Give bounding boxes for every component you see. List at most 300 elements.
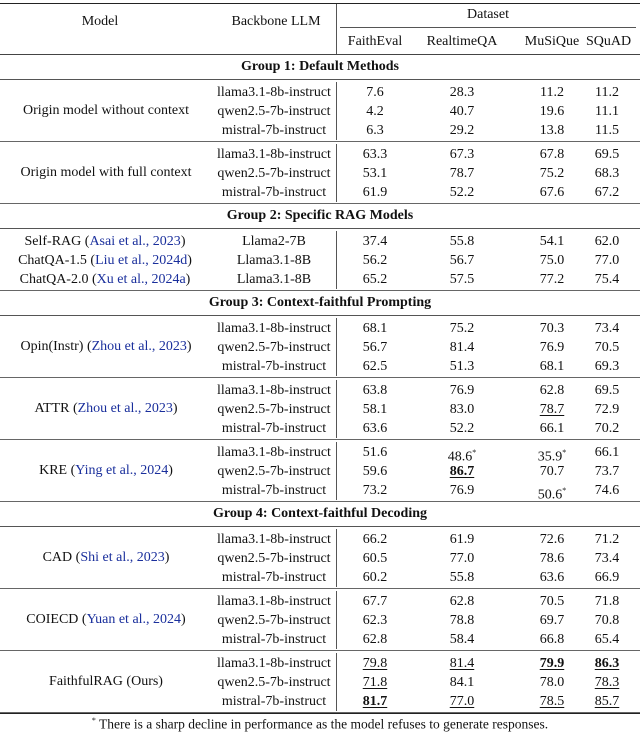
backbone-cell: qwen2.5-7b-instruct bbox=[217, 613, 331, 628]
footnote-text: There is a sharp decline in performance as the model refuses to generate responses. bbox=[99, 716, 549, 732]
score-value: 78.6 bbox=[539, 551, 565, 566]
score-cell bbox=[338, 443, 412, 462]
score-value: 61.9 bbox=[449, 532, 475, 547]
score-value: 77.0 bbox=[449, 694, 475, 709]
score-cell bbox=[512, 568, 592, 587]
score-cell bbox=[338, 481, 412, 500]
score-cell bbox=[412, 121, 512, 140]
score-cell bbox=[412, 183, 512, 202]
score-cell bbox=[412, 102, 512, 121]
table-row bbox=[0, 357, 640, 376]
score-value: 74.6 bbox=[594, 483, 620, 498]
score-cell bbox=[512, 462, 592, 481]
score-value: 28.3 bbox=[449, 85, 475, 100]
score-cell bbox=[338, 357, 412, 376]
score-cell bbox=[412, 568, 512, 587]
score-value: 83.0 bbox=[449, 402, 475, 417]
model-label: FaithfulRAG (Ours) bbox=[49, 673, 163, 689]
score-cell bbox=[412, 251, 512, 270]
score-cell bbox=[512, 164, 592, 183]
table-body bbox=[0, 55, 640, 713]
score-value: 86.3 bbox=[594, 656, 620, 671]
model-label-suffix: ) bbox=[172, 400, 178, 416]
score-value: 58.4 bbox=[449, 632, 475, 647]
header-dataset: Dataset bbox=[340, 7, 636, 28]
table-row bbox=[0, 481, 640, 503]
score-cell bbox=[412, 673, 512, 692]
score-cell bbox=[586, 592, 628, 611]
score-cell bbox=[586, 549, 628, 568]
citation-link[interactable]: Liu et al., 2024d bbox=[95, 253, 188, 268]
model-block bbox=[0, 440, 640, 502]
score-value: 63.8 bbox=[362, 383, 388, 398]
score-value: 81.4 bbox=[449, 340, 475, 355]
score-cell bbox=[586, 381, 628, 400]
score-value: 67.3 bbox=[449, 147, 475, 162]
model-label: Origin model without context bbox=[22, 102, 190, 118]
score-cell bbox=[586, 251, 628, 270]
score-cell bbox=[512, 654, 592, 673]
score-cell bbox=[586, 568, 628, 587]
score-cell bbox=[512, 530, 592, 549]
score-cell bbox=[412, 462, 512, 481]
score-cell bbox=[338, 319, 412, 338]
score-value: 66.8 bbox=[539, 632, 565, 647]
score-value: 61.9 bbox=[362, 185, 388, 200]
score-cell bbox=[412, 654, 512, 673]
score-value: 68.3 bbox=[594, 166, 620, 181]
table-row bbox=[0, 692, 640, 711]
score-cell bbox=[338, 164, 412, 183]
score-value: 62.5 bbox=[362, 359, 388, 374]
score-value: 75.2 bbox=[449, 321, 475, 336]
score-cell bbox=[586, 145, 628, 164]
footnote-mark: * bbox=[562, 486, 567, 495]
backbone-cell: mistral-7b-instruct bbox=[221, 421, 327, 436]
score-cell bbox=[338, 102, 412, 121]
score-cell bbox=[338, 654, 412, 673]
score-cell bbox=[338, 592, 412, 611]
score-value: 66.1 bbox=[594, 445, 620, 460]
score-cell bbox=[586, 102, 628, 121]
backbone-cell: mistral-7b-instruct bbox=[221, 123, 327, 138]
score-cell bbox=[586, 164, 628, 183]
score-value: 78.7 bbox=[449, 166, 475, 181]
model-label: ChatQA-2.0 ( bbox=[19, 272, 97, 287]
backbone-cell: qwen2.5-7b-instruct bbox=[217, 464, 331, 479]
score-cell bbox=[338, 121, 412, 140]
model-block bbox=[0, 651, 640, 713]
table-row bbox=[0, 462, 640, 481]
score-cell bbox=[412, 630, 512, 649]
footnote-mark: * bbox=[562, 448, 567, 457]
score-value: 54.1 bbox=[539, 234, 565, 249]
backbone-cell: mistral-7b-instruct bbox=[221, 359, 327, 374]
score-cell bbox=[512, 673, 592, 692]
model-block bbox=[0, 80, 640, 142]
score-value: 65.2 bbox=[362, 272, 388, 287]
score-value: 73.7 bbox=[594, 464, 620, 479]
table-row bbox=[0, 102, 640, 121]
score-value: 62.8 bbox=[362, 632, 388, 647]
score-cell bbox=[338, 270, 412, 289]
score-value: 72.9 bbox=[594, 402, 620, 417]
model-block bbox=[0, 229, 640, 291]
score-value: 11.2 bbox=[540, 85, 564, 100]
score-value: 68.1 bbox=[362, 321, 388, 336]
table-row bbox=[0, 164, 640, 183]
footnote-mark: * bbox=[91, 716, 96, 725]
model-block bbox=[0, 316, 640, 378]
table-row bbox=[0, 654, 640, 673]
score-cell bbox=[338, 462, 412, 481]
citation-link[interactable]: Xu et al., 2024a bbox=[96, 272, 186, 287]
score-cell bbox=[586, 270, 628, 289]
score-value: 59.6 bbox=[362, 464, 388, 479]
model-label-suffix: ) bbox=[180, 234, 186, 249]
table-row bbox=[0, 338, 640, 357]
footnote-mark: * bbox=[472, 448, 477, 457]
score-cell bbox=[512, 592, 592, 611]
score-cell bbox=[586, 481, 628, 500]
score-cell bbox=[586, 443, 628, 462]
model-block bbox=[0, 378, 640, 440]
score-value: 75.2 bbox=[539, 166, 565, 181]
score-value: 86.7 bbox=[449, 464, 475, 479]
score-cell bbox=[412, 270, 512, 289]
citation-link[interactable]: Zhou et al., 2023 bbox=[91, 338, 187, 354]
score-cell bbox=[412, 319, 512, 338]
score-value: 78.0 bbox=[539, 675, 565, 690]
score-cell bbox=[586, 630, 628, 649]
score-cell bbox=[338, 530, 412, 549]
score-value: 76.9 bbox=[449, 383, 475, 398]
score-cell bbox=[512, 381, 592, 400]
table-row bbox=[0, 319, 640, 338]
score-value: 11.5 bbox=[595, 123, 619, 138]
score-cell bbox=[338, 232, 412, 251]
header-faitheval: FaithEval bbox=[347, 34, 403, 49]
score-value: 35.9 bbox=[537, 449, 563, 465]
score-cell bbox=[412, 530, 512, 549]
score-value: 71.8 bbox=[362, 675, 388, 690]
table-row bbox=[0, 121, 640, 140]
score-value: 71.2 bbox=[594, 532, 620, 547]
score-value: 67.2 bbox=[594, 185, 620, 200]
score-cell bbox=[412, 164, 512, 183]
score-value: 29.2 bbox=[449, 123, 475, 138]
score-cell bbox=[512, 692, 592, 711]
score-cell bbox=[412, 357, 512, 376]
model-label-suffix: ) bbox=[181, 611, 186, 627]
model-label-suffix: ) bbox=[187, 253, 192, 268]
group-header: Group 1: Default Methods bbox=[0, 55, 640, 80]
score-value: 19.6 bbox=[539, 104, 565, 119]
score-value: 77.2 bbox=[539, 272, 565, 287]
score-value: 51.6 bbox=[362, 445, 388, 460]
divider bbox=[336, 4, 337, 54]
score-value: 73.2 bbox=[362, 483, 388, 498]
model-label: Origin model with full context bbox=[20, 164, 192, 180]
backbone-cell: Llama3.1-8B bbox=[236, 253, 312, 268]
score-cell bbox=[586, 121, 628, 140]
score-cell bbox=[586, 419, 628, 438]
score-value: 63.6 bbox=[362, 421, 388, 436]
score-cell bbox=[586, 530, 628, 549]
score-cell bbox=[412, 611, 512, 630]
model-label: CAD ( bbox=[42, 549, 81, 565]
score-value: 85.7 bbox=[594, 694, 620, 709]
score-value: 66.9 bbox=[594, 570, 620, 585]
model-block bbox=[0, 142, 640, 204]
table-row bbox=[0, 419, 640, 438]
score-cell bbox=[338, 630, 412, 649]
model-label-suffix: ) bbox=[168, 462, 173, 478]
table-row bbox=[0, 232, 640, 251]
score-value: 62.3 bbox=[362, 613, 388, 628]
score-value: 67.7 bbox=[362, 594, 388, 609]
score-cell bbox=[512, 251, 592, 270]
score-cell bbox=[512, 319, 592, 338]
score-value: 69.3 bbox=[594, 359, 620, 374]
score-cell bbox=[512, 183, 592, 202]
citation-link[interactable]: Yuan et al., 2024 bbox=[86, 611, 182, 627]
model-label: COIECD ( bbox=[26, 611, 87, 627]
score-cell bbox=[512, 357, 592, 376]
score-value: 66.1 bbox=[539, 421, 565, 436]
score-cell bbox=[512, 232, 592, 251]
score-value: 52.2 bbox=[449, 421, 475, 436]
citation-link[interactable]: Shi et al., 2023 bbox=[80, 549, 165, 565]
score-value: 60.5 bbox=[362, 551, 388, 566]
backbone-cell: mistral-7b-instruct bbox=[221, 694, 327, 709]
score-value: 50.6 bbox=[537, 487, 563, 503]
score-cell bbox=[338, 549, 412, 568]
backbone-cell: mistral-7b-instruct bbox=[221, 483, 327, 498]
score-value: 63.6 bbox=[539, 570, 565, 585]
table-row bbox=[0, 183, 640, 202]
score-value: 65.4 bbox=[594, 632, 620, 647]
score-cell bbox=[586, 183, 628, 202]
score-value: 79.8 bbox=[362, 656, 388, 671]
score-cell bbox=[586, 692, 628, 711]
score-value: 62.8 bbox=[539, 383, 565, 398]
score-value: 76.9 bbox=[539, 340, 565, 355]
header-musique: MuSiQue bbox=[524, 34, 580, 49]
footnote bbox=[0, 713, 640, 733]
score-value: 70.7 bbox=[539, 464, 565, 479]
score-cell bbox=[338, 83, 412, 102]
backbone-cell: qwen2.5-7b-instruct bbox=[217, 104, 331, 119]
score-value: 77.0 bbox=[594, 253, 620, 268]
score-cell bbox=[338, 183, 412, 202]
score-value: 13.8 bbox=[539, 123, 565, 138]
score-cell bbox=[512, 338, 592, 357]
score-value: 53.1 bbox=[362, 166, 388, 181]
citation-link[interactable]: Ying et al., 2024 bbox=[75, 462, 169, 478]
score-value: 52.2 bbox=[449, 185, 475, 200]
score-value: 62.0 bbox=[594, 234, 620, 249]
score-value: 60.2 bbox=[362, 570, 388, 585]
score-value: 70.3 bbox=[539, 321, 565, 336]
score-cell bbox=[338, 692, 412, 711]
score-cell bbox=[338, 381, 412, 400]
header-realtimeqa: RealtimeQA bbox=[426, 34, 498, 49]
score-value: 51.3 bbox=[449, 359, 475, 374]
backbone-cell: mistral-7b-instruct bbox=[221, 570, 327, 585]
model-name bbox=[25, 234, 186, 249]
backbone-cell: qwen2.5-7b-instruct bbox=[217, 340, 331, 355]
score-value: 56.7 bbox=[449, 253, 475, 268]
score-value: 70.5 bbox=[594, 340, 620, 355]
score-cell bbox=[512, 630, 592, 649]
score-value: 68.1 bbox=[539, 359, 565, 374]
group-header: Group 3: Context-faithful Prompting bbox=[0, 291, 640, 316]
model-label: ChatQA-1.5 ( bbox=[18, 253, 96, 268]
score-cell bbox=[338, 400, 412, 419]
header-squad: SQuAD bbox=[586, 34, 632, 49]
score-cell bbox=[338, 419, 412, 438]
score-value: 81.4 bbox=[449, 656, 475, 671]
score-value: 63.3 bbox=[362, 147, 388, 162]
table-row bbox=[0, 251, 640, 270]
score-value: 78.5 bbox=[539, 694, 565, 709]
score-value: 48.6 bbox=[447, 449, 473, 465]
score-value: 58.1 bbox=[362, 402, 388, 417]
score-value: 71.8 bbox=[594, 594, 620, 609]
table-row bbox=[0, 530, 640, 549]
model-cell bbox=[0, 232, 210, 251]
score-cell bbox=[338, 611, 412, 630]
backbone-cell: mistral-7b-instruct bbox=[221, 185, 327, 200]
score-value: 81.7 bbox=[362, 694, 388, 709]
citation-link[interactable]: Asai et al., 2023 bbox=[89, 234, 181, 249]
score-cell bbox=[412, 481, 512, 500]
score-cell bbox=[512, 419, 592, 438]
score-value: 40.7 bbox=[449, 104, 475, 119]
score-cell bbox=[412, 145, 512, 164]
table-row bbox=[0, 611, 640, 630]
score-value: 56.7 bbox=[362, 340, 388, 355]
score-cell bbox=[512, 400, 592, 419]
score-cell bbox=[512, 611, 592, 630]
score-cell bbox=[412, 419, 512, 438]
score-value: 77.0 bbox=[449, 551, 475, 566]
score-value: 55.8 bbox=[449, 234, 475, 249]
score-cell bbox=[512, 549, 592, 568]
backbone-cell: llama3.1-8b-instruct bbox=[217, 532, 331, 547]
score-value: 69.7 bbox=[539, 613, 565, 628]
score-value: 72.6 bbox=[539, 532, 565, 547]
score-value: 6.3 bbox=[366, 123, 384, 138]
score-value: 67.6 bbox=[539, 185, 565, 200]
score-cell bbox=[586, 357, 628, 376]
table-row bbox=[0, 83, 640, 102]
backbone-cell: mistral-7b-instruct bbox=[221, 632, 327, 647]
model-cell bbox=[0, 270, 210, 289]
score-value: 69.5 bbox=[594, 383, 620, 398]
model-label-suffix: ) bbox=[185, 272, 191, 287]
model-label: ATTR ( bbox=[34, 400, 78, 416]
score-cell bbox=[412, 692, 512, 711]
backbone-cell: llama3.1-8b-instruct bbox=[217, 656, 331, 671]
score-value: 11.2 bbox=[595, 85, 619, 100]
model-label-suffix: ) bbox=[186, 338, 192, 354]
score-value: 7.6 bbox=[366, 85, 384, 100]
score-value: 69.5 bbox=[594, 147, 620, 162]
model-cell bbox=[0, 251, 210, 270]
score-value: 62.8 bbox=[449, 594, 475, 609]
backbone-cell: qwen2.5-7b-instruct bbox=[217, 166, 331, 181]
table-header bbox=[0, 3, 640, 55]
score-value: 67.8 bbox=[539, 147, 565, 162]
backbone-cell: qwen2.5-7b-instruct bbox=[217, 675, 331, 690]
score-value: 76.9 bbox=[449, 483, 475, 498]
group-header: Group 4: Context-faithful Decoding bbox=[0, 502, 640, 527]
score-cell bbox=[338, 145, 412, 164]
score-cell bbox=[412, 381, 512, 400]
model-block bbox=[0, 527, 640, 589]
backbone-cell: llama3.1-8b-instruct bbox=[217, 383, 331, 398]
table-row bbox=[0, 630, 640, 649]
score-cell bbox=[586, 654, 628, 673]
score-value: 78.8 bbox=[449, 613, 475, 628]
table-row bbox=[0, 443, 640, 465]
group-header: Group 2: Specific RAG Models bbox=[0, 204, 640, 229]
score-cell bbox=[586, 400, 628, 419]
score-value: 56.2 bbox=[362, 253, 388, 268]
score-cell bbox=[512, 481, 592, 505]
score-cell bbox=[412, 592, 512, 611]
backbone-cell: qwen2.5-7b-instruct bbox=[217, 551, 331, 566]
score-cell bbox=[586, 462, 628, 481]
score-value: 75.0 bbox=[539, 253, 565, 268]
table-row bbox=[0, 549, 640, 568]
table-row bbox=[0, 673, 640, 692]
score-cell bbox=[586, 319, 628, 338]
score-cell bbox=[338, 673, 412, 692]
score-value: 73.4 bbox=[594, 551, 620, 566]
score-value: 75.4 bbox=[594, 272, 620, 287]
citation-link[interactable]: Zhou et al., 2023 bbox=[77, 400, 173, 416]
score-value: 37.4 bbox=[362, 234, 388, 249]
score-value: 57.5 bbox=[449, 272, 475, 287]
backbone-cell: llama3.1-8b-instruct bbox=[217, 321, 331, 336]
model-label-suffix: ) bbox=[164, 549, 170, 565]
model-name bbox=[20, 272, 191, 287]
backbone-cell: llama3.1-8b-instruct bbox=[217, 445, 331, 460]
score-value: 73.4 bbox=[594, 321, 620, 336]
table-row bbox=[0, 145, 640, 164]
score-cell bbox=[412, 400, 512, 419]
backbone-cell: Llama2-7B bbox=[242, 234, 306, 249]
header-backbone: Backbone LLM bbox=[231, 14, 321, 29]
score-cell bbox=[512, 145, 592, 164]
score-value: 70.8 bbox=[594, 613, 620, 628]
score-cell bbox=[586, 673, 628, 692]
score-value: 66.2 bbox=[362, 532, 388, 547]
backbone-cell: llama3.1-8b-instruct bbox=[217, 594, 331, 609]
score-value: 55.8 bbox=[449, 570, 475, 585]
table-row bbox=[0, 592, 640, 611]
score-cell bbox=[412, 549, 512, 568]
score-cell bbox=[338, 568, 412, 587]
score-cell bbox=[586, 232, 628, 251]
model-name bbox=[18, 253, 192, 268]
table-row bbox=[0, 270, 640, 289]
score-value: 78.7 bbox=[539, 402, 565, 417]
table-row bbox=[0, 400, 640, 419]
